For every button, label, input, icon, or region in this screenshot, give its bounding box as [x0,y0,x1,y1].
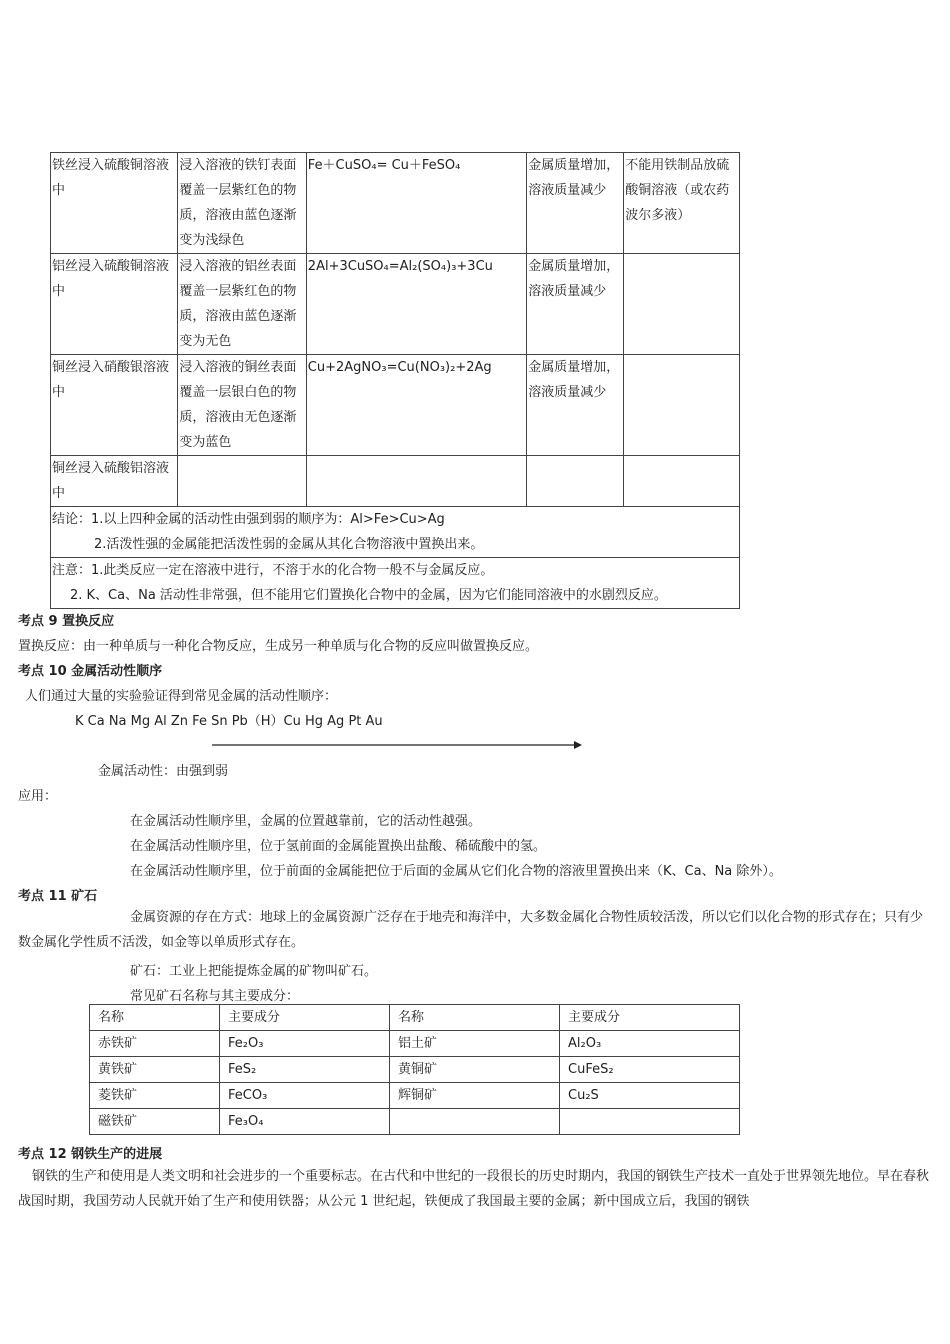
mass-cell: 金属质量增加，溶液质量减少 [527,355,624,456]
kp9-title: 考点 9 置换反应 [18,614,115,629]
existence-paragraph: 金属资源的存在方式：地球上的金属资源广泛存在于地壳和海洋中，大多数金属化合物性质较活泼，所以它们以化合物的形式存在；只有少数金属化学性质不活泼，如金等以单质形式存在。 [18,910,924,950]
conclusion-row [51,507,740,558]
header-cell: 名称 [90,1005,220,1031]
ore-table [89,1004,740,1135]
ore-formula: Fe₃O₄ [220,1109,390,1135]
ore-intro: 常见矿石名称与其主要成分： [130,989,300,1004]
table-row [51,355,740,456]
application-item: 在金属活动性顺序里，位于氢前面的金属能置换出盐酸、稀硫酸中的氢。 [130,839,547,854]
phenomenon-cell: 浸入溶液的铝丝表面覆盖一层紫红色的物质，溶液由蓝色逐渐变为无色 [178,254,306,355]
table-row [51,456,740,507]
ore-formula: FeCO₃ [220,1083,390,1109]
header-cell: 主要成分 [220,1005,390,1031]
application-label: 应用： [18,789,58,804]
phenomenon-cell: 浸入溶液的铜丝表面覆盖一层银白色的物质，溶液由无色逐渐变为蓝色 [178,355,306,456]
mass-cell [527,456,624,507]
caution-line-2: 2. K、Ca、Na 活动性非常强，但不能用它们置换化合物中的金属，因为它们能同溶液中的水剧烈反应。 [70,588,667,603]
equation-cell [306,456,527,507]
table-header-row [90,1005,740,1031]
experiment-cell: 铝丝浸入硫酸铜溶液中 [51,254,178,355]
mass-cell: 金属质量增加，溶液质量减少 [527,153,624,254]
experiment-cell: 铁丝浸入硫酸铜溶液中 [51,153,178,254]
equation-cell: Fe＋CuSO₄= Cu＋FeSO₄ [306,153,527,254]
ore-formula: CuFeS₂ [560,1057,740,1083]
note-cell: 不能用铁制品放硫酸铜溶液（或农药波尔多液） [624,153,740,254]
ore-formula [560,1109,740,1135]
equation-cell: Cu+2AgNO₃=Cu(NO₃)₂+2Ag [306,355,527,456]
table-row [90,1057,740,1083]
ore-formula: Cu₂S [560,1083,740,1109]
ore-formula: FeS₂ [220,1057,390,1083]
ore-name: 铝土矿 [390,1031,560,1057]
ore-definition: 矿石：工业上把能提炼金属的矿物叫矿石。 [130,964,378,979]
arrow-icon [212,738,582,752]
ore-name: 黄铜矿 [390,1057,560,1083]
ore-name: 黄铁矿 [90,1057,220,1083]
ore-name [390,1109,560,1135]
caution-line-1: 注意：1.此类反应一定在溶液中进行，不溶于水的化合物一般不与金属反应。 [52,563,494,578]
kp10-title: 考点 10 金属活动性顺序 [18,664,163,679]
kp12-title: 考点 12 钢铁生产的进展 [18,1147,163,1162]
phenomenon-cell: 浸入溶液的铁钉表面覆盖一层紫红色的物质，溶液由蓝色逐渐变为浅绿色 [178,153,306,254]
table-row [90,1083,740,1109]
ore-name: 磁铁矿 [90,1109,220,1135]
kp12-paragraph: 钢铁的生产和使用是人类文明和社会进步的一个重要标志。在古代和中世纪的一段很长的历史时期内，我国的钢铁生产技术一直处于世界领先地位。早在春秋战国时期，我国劳动人民就开始了生产和使用铁器；从公元 1 世纪起，铁便成了我国最主要的金属；新中国成立后，我国的钢铁 [18,1169,930,1209]
caution-cell [51,558,740,609]
experiment-cell: 铜丝浸入硝酸银溶液中 [51,355,178,456]
table-row [51,254,740,355]
table-row [51,153,740,254]
ore-name: 辉铜矿 [390,1083,560,1109]
ore-formula: Al₂O₃ [560,1031,740,1057]
kp9-text: 置换反应：由一种单质与一种化合物反应，生成另一种单质与化合物的反应叫做置换反应。 [18,639,539,654]
kp11-title: 考点 11 矿石 [18,889,98,904]
experiment-table [50,152,740,609]
table-row [90,1109,740,1135]
header-cell: 名称 [390,1005,560,1031]
note-cell [624,456,740,507]
conclusion-line-2: 2.活泼性强的金属能把活泼性弱的金属从其化合物溶液中置换出来。 [94,537,484,552]
conclusion-line-1: 结论：1.以上四种金属的活动性由强到弱的顺序为：Al>Fe>Cu>Ag [52,512,445,527]
kp10-intro: 人们通过大量的实验验证得到常见金属的活动性顺序： [25,689,338,704]
conclusion-cell [51,507,740,558]
header-cell: 主要成分 [560,1005,740,1031]
activity-sequence: K Ca Na Mg Al Zn Fe Sn Pb（H）Cu Hg Ag Pt Au [75,714,383,729]
note-cell [624,355,740,456]
ore-name: 菱铁矿 [90,1083,220,1109]
table-row [90,1031,740,1057]
experiment-cell: 铜丝浸入硫酸铝溶液中 [51,456,178,507]
ore-formula: Fe₂O₃ [220,1031,390,1057]
equation-cell: 2Al+3CuSO₄=Al₂(SO₄)₃+3Cu [306,254,527,355]
mass-cell: 金属质量增加，溶液质量减少 [527,254,624,355]
arrow-label: 金属活动性：由强到弱 [98,764,229,779]
ore-name: 赤铁矿 [90,1031,220,1057]
caution-row [51,558,740,609]
application-item: 在金属活动性顺序里，位于前面的金属能把位于后面的金属从它们化合物的溶液里置换出来（K、Ca、Na 除外）。 [130,864,782,879]
note-cell [624,254,740,355]
phenomenon-cell [178,456,306,507]
application-item: 在金属活动性顺序里，金属的位置越靠前，它的活动性越强。 [130,814,482,829]
